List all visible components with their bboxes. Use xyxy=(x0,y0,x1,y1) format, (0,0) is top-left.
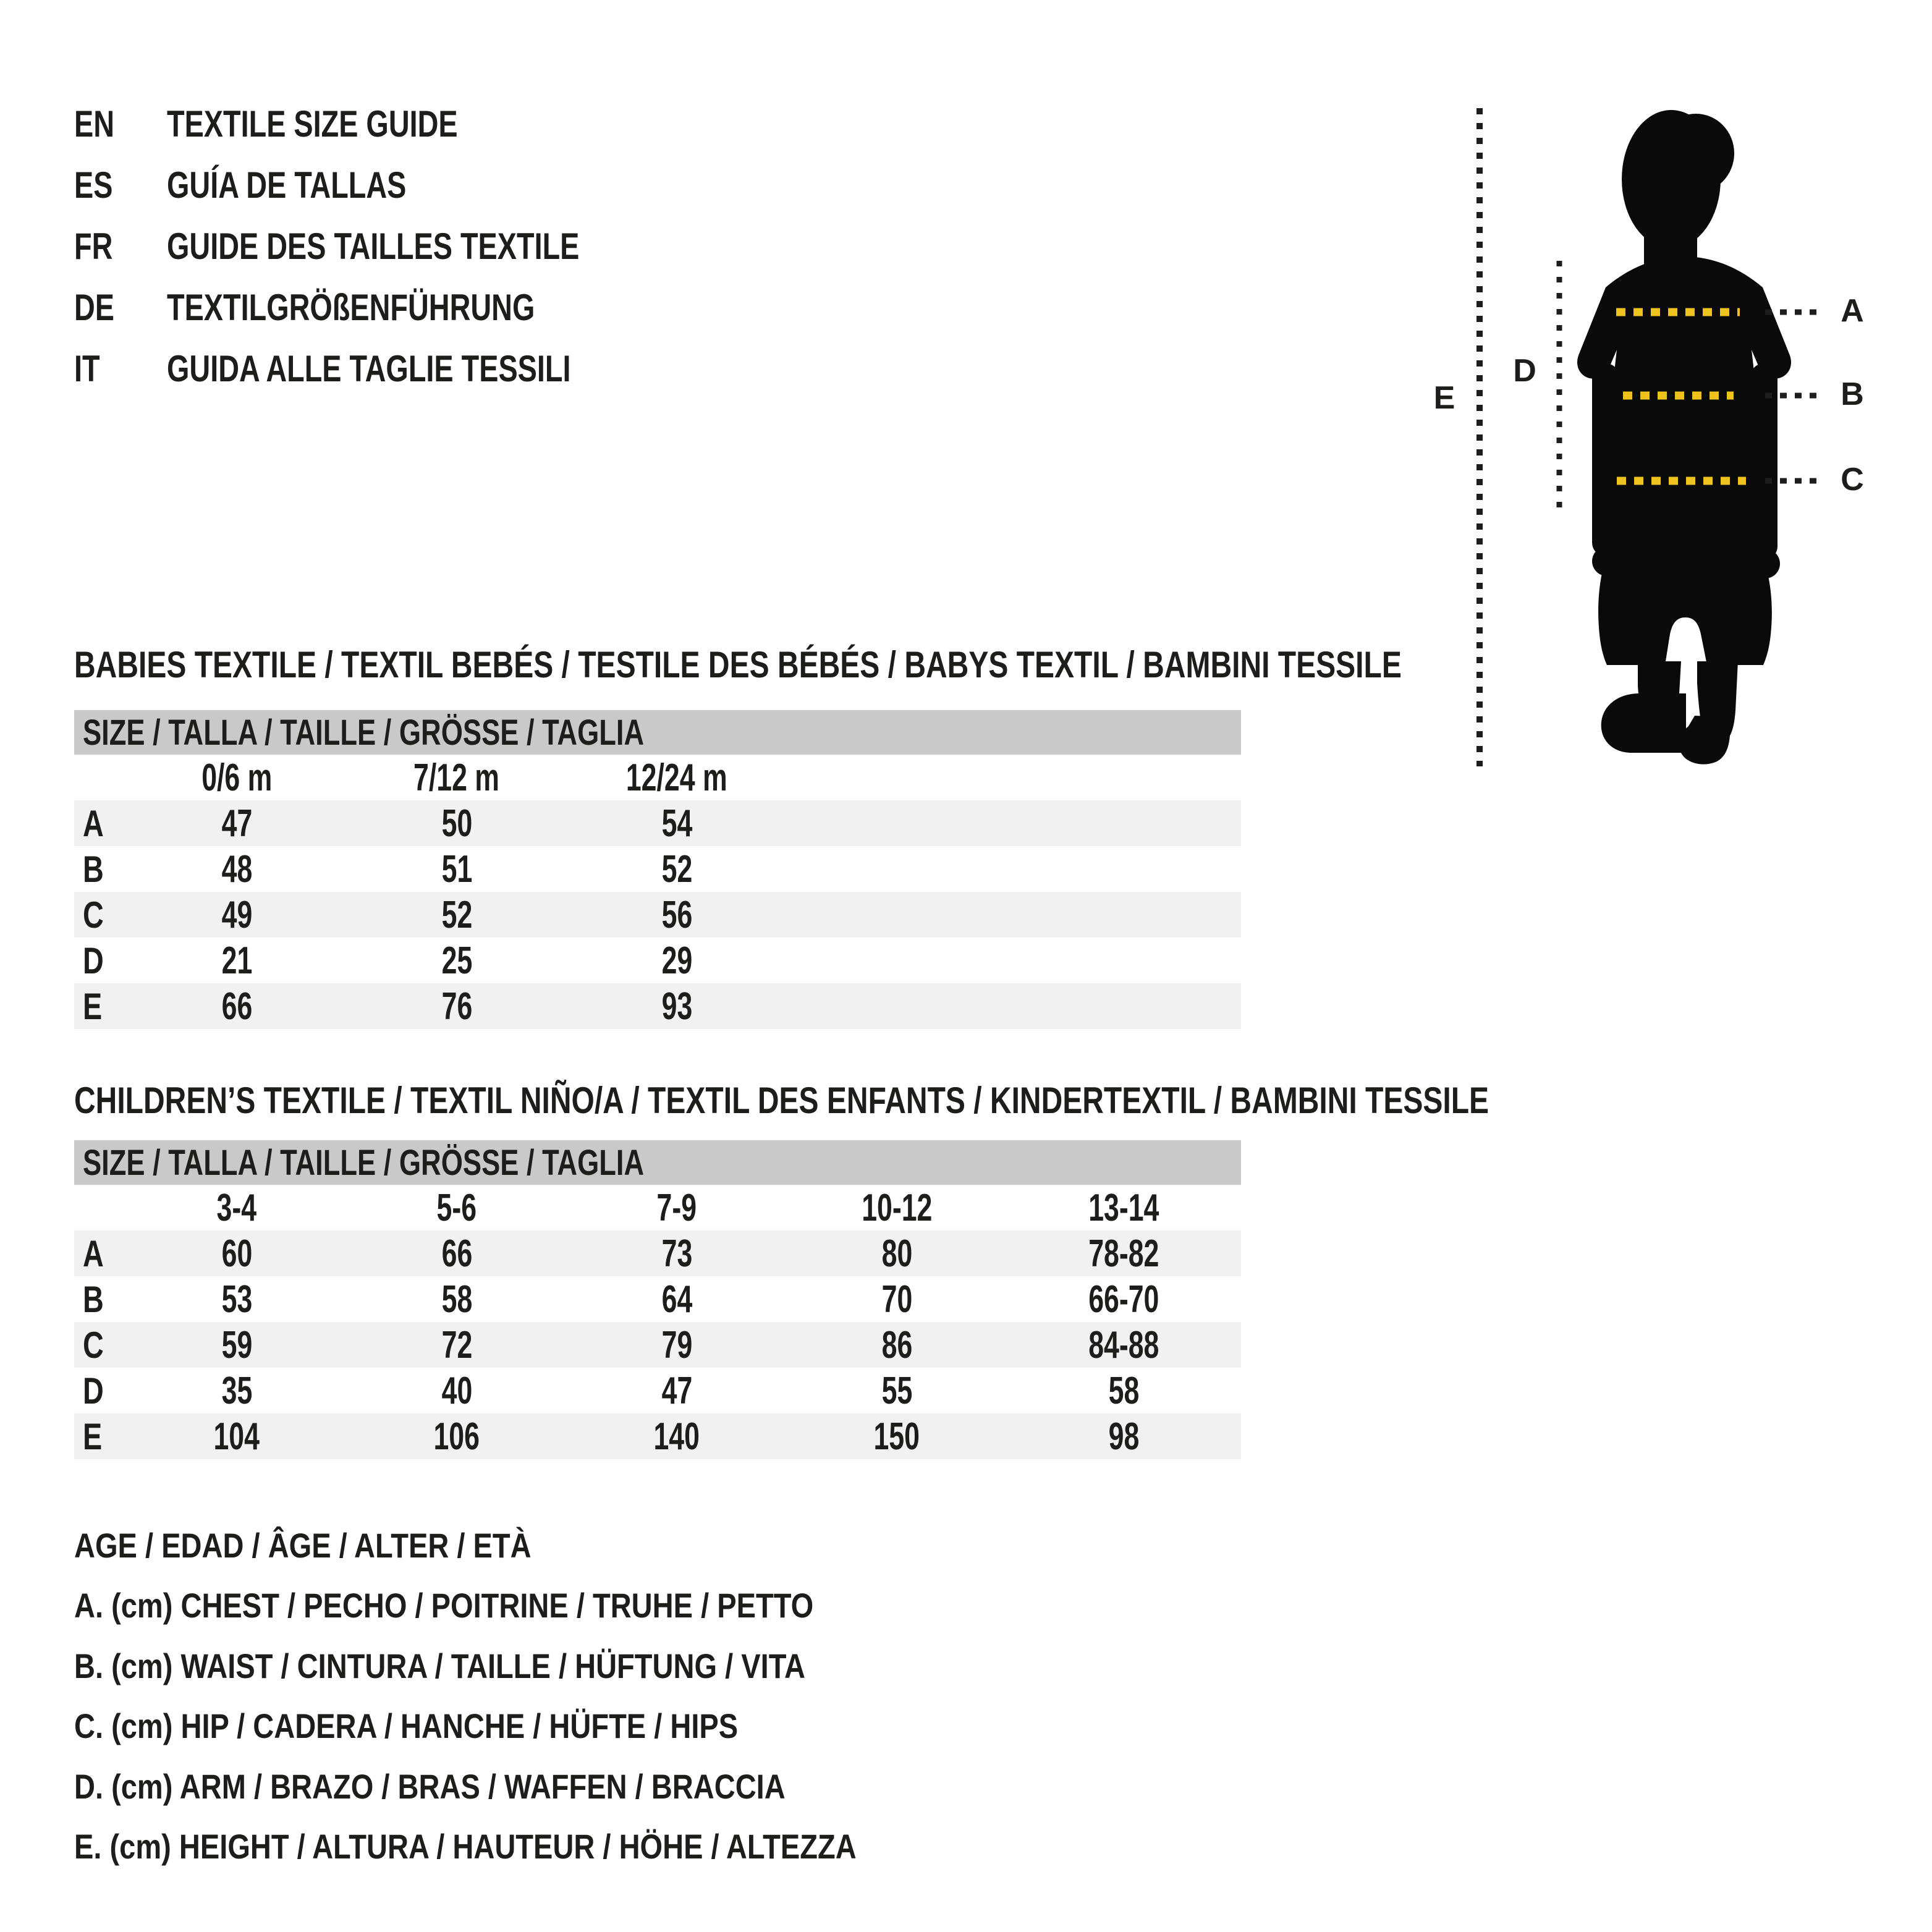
table-cell: 93 xyxy=(661,985,692,1028)
table-cell: 140 xyxy=(653,1415,700,1458)
column-header: 10-12 xyxy=(861,1186,933,1229)
row-label: A xyxy=(83,802,104,844)
column-header: 5-6 xyxy=(436,1186,477,1229)
language-code: ES xyxy=(74,164,113,206)
language-title: GUÍA DE TALLAS xyxy=(167,164,407,206)
table-cell: 106 xyxy=(433,1415,480,1458)
table-cell: 53 xyxy=(221,1277,252,1321)
table-cell: 58 xyxy=(441,1277,472,1321)
table-row xyxy=(74,1413,1241,1459)
table-cell: 86 xyxy=(881,1323,912,1366)
table-cell: 66 xyxy=(441,1232,472,1275)
table-cell: 64 xyxy=(661,1277,692,1321)
legend-waist-line: B. (cm) WAIST / CINTURA / TAILLE / HÜFTUNG / VITA xyxy=(74,1646,805,1685)
table-row xyxy=(74,1276,1241,1322)
table-cell: 66-70 xyxy=(1088,1277,1159,1321)
size-header-label: SIZE / TALLA / TAILLE / GRÖSSE / TAGLIA xyxy=(83,1142,645,1183)
babies-column-header-row xyxy=(74,755,1241,800)
table-cell: 56 xyxy=(661,893,692,936)
row-label: B xyxy=(83,1278,104,1320)
table-cell: 79 xyxy=(661,1323,692,1366)
language-code: FR xyxy=(74,225,113,267)
table-row xyxy=(74,983,1241,1029)
table-cell: 55 xyxy=(881,1369,912,1412)
language-title: TEXTILGRÖßENFÜHRUNG xyxy=(167,286,535,328)
row-label: A xyxy=(83,1232,104,1274)
row-label: B xyxy=(83,848,104,890)
legend-age-line: AGE / EDAD / ÂGE / ALTER / ETÀ xyxy=(74,1525,532,1565)
table-row xyxy=(74,800,1241,846)
size-header-label: SIZE / TALLA / TAILLE / GRÖSSE / TAGLIA xyxy=(83,712,645,753)
table-cell: 72 xyxy=(441,1323,472,1366)
legend-height-line: E. (cm) HEIGHT / ALTURA / HAUTEUR / HÖHE / ALTEZZA xyxy=(74,1826,857,1866)
language-code: EN xyxy=(74,103,115,145)
table-cell: 29 xyxy=(661,939,692,982)
height-label: E xyxy=(1433,380,1455,416)
waist-label: B xyxy=(1841,376,1864,412)
column-header: 12/24 m xyxy=(626,756,727,799)
legend-chest-line: A. (cm) CHEST / PECHO / POITRINE / TRUHE / PETTO xyxy=(74,1585,814,1625)
table-cell: 60 xyxy=(221,1232,252,1275)
row-label: D xyxy=(83,1370,104,1412)
children-size-table xyxy=(74,1140,1241,1459)
table-cell: 35 xyxy=(221,1369,252,1412)
table-cell: 40 xyxy=(441,1369,472,1412)
table-cell: 104 xyxy=(213,1415,260,1458)
table-cell: 150 xyxy=(873,1415,920,1458)
legend-hip-line: C. (cm) HIP / CADERA / HANCHE / HÜFTE / HIPS xyxy=(74,1706,739,1745)
table-cell: 47 xyxy=(661,1369,692,1412)
hip-label: C xyxy=(1841,462,1864,498)
language-title: TEXTILE SIZE GUIDE xyxy=(167,103,458,145)
table-row xyxy=(74,938,1241,983)
language-title: GUIDE DES TAILLES TEXTILE xyxy=(167,225,580,267)
table-row xyxy=(74,1322,1241,1368)
table-cell: 66 xyxy=(221,985,252,1028)
table-cell: 98 xyxy=(1108,1415,1140,1458)
language-code: DE xyxy=(74,286,115,328)
table-cell: 54 xyxy=(661,802,692,845)
table-cell: 52 xyxy=(661,847,692,891)
table-cell: 49 xyxy=(221,893,252,936)
table-row xyxy=(74,1368,1241,1413)
column-header: 13-14 xyxy=(1088,1186,1159,1229)
row-label: C xyxy=(83,894,104,936)
babies-size-header-bar xyxy=(74,710,1241,755)
table-cell: 21 xyxy=(221,939,252,982)
table-cell: 73 xyxy=(661,1232,692,1275)
row-label: D xyxy=(83,939,104,981)
table-cell: 47 xyxy=(221,802,252,845)
legend-arm-line: D. (cm) ARM / BRAZO / BRAS / WAFFEN / BRACCIA xyxy=(74,1766,786,1806)
table-cell: 84-88 xyxy=(1088,1323,1159,1366)
table-row xyxy=(74,892,1241,938)
table-cell: 59 xyxy=(221,1323,252,1366)
table-cell: 50 xyxy=(441,802,472,845)
table-cell: 25 xyxy=(441,939,472,982)
babies-section-heading: BABIES TEXTILE / TEXTIL BEBÉS / TESTILE DES BÉBÉS / BABYS TEXTIL / BAMBINI TESSILE xyxy=(74,643,1402,685)
children-column-header-row xyxy=(74,1185,1241,1231)
table-cell: 70 xyxy=(881,1277,912,1321)
table-cell: 78-82 xyxy=(1088,1232,1159,1275)
column-header: 7/12 m xyxy=(413,756,500,799)
arm-label: D xyxy=(1513,353,1536,389)
table-cell: 51 xyxy=(441,847,472,891)
table-cell: 58 xyxy=(1108,1369,1140,1412)
column-header: 3-4 xyxy=(216,1186,257,1229)
column-header: 0/6 m xyxy=(201,756,273,799)
table-cell: 76 xyxy=(441,985,472,1028)
chest-label: A xyxy=(1841,293,1864,329)
row-label: E xyxy=(83,1415,103,1457)
row-label: C xyxy=(83,1324,104,1366)
language-code: IT xyxy=(74,347,100,389)
language-title: GUIDA ALLE TAGLIE TESSILI xyxy=(167,347,571,389)
table-row xyxy=(74,1231,1241,1276)
children-section-heading: CHILDREN’S TEXTILE / TEXTIL NIÑO/A / TEXTIL DES ENFANTS / KINDERTEXTIL / BAMBINI TESSILE xyxy=(74,1079,1489,1121)
column-header: 7-9 xyxy=(656,1186,697,1229)
table-cell: 52 xyxy=(441,893,472,936)
table-cell: 80 xyxy=(881,1232,912,1275)
children-size-header-bar xyxy=(74,1140,1241,1185)
row-label: E xyxy=(83,985,103,1027)
babies-size-table xyxy=(74,710,1241,1029)
table-row xyxy=(74,846,1241,892)
table-cell: 48 xyxy=(221,847,252,891)
